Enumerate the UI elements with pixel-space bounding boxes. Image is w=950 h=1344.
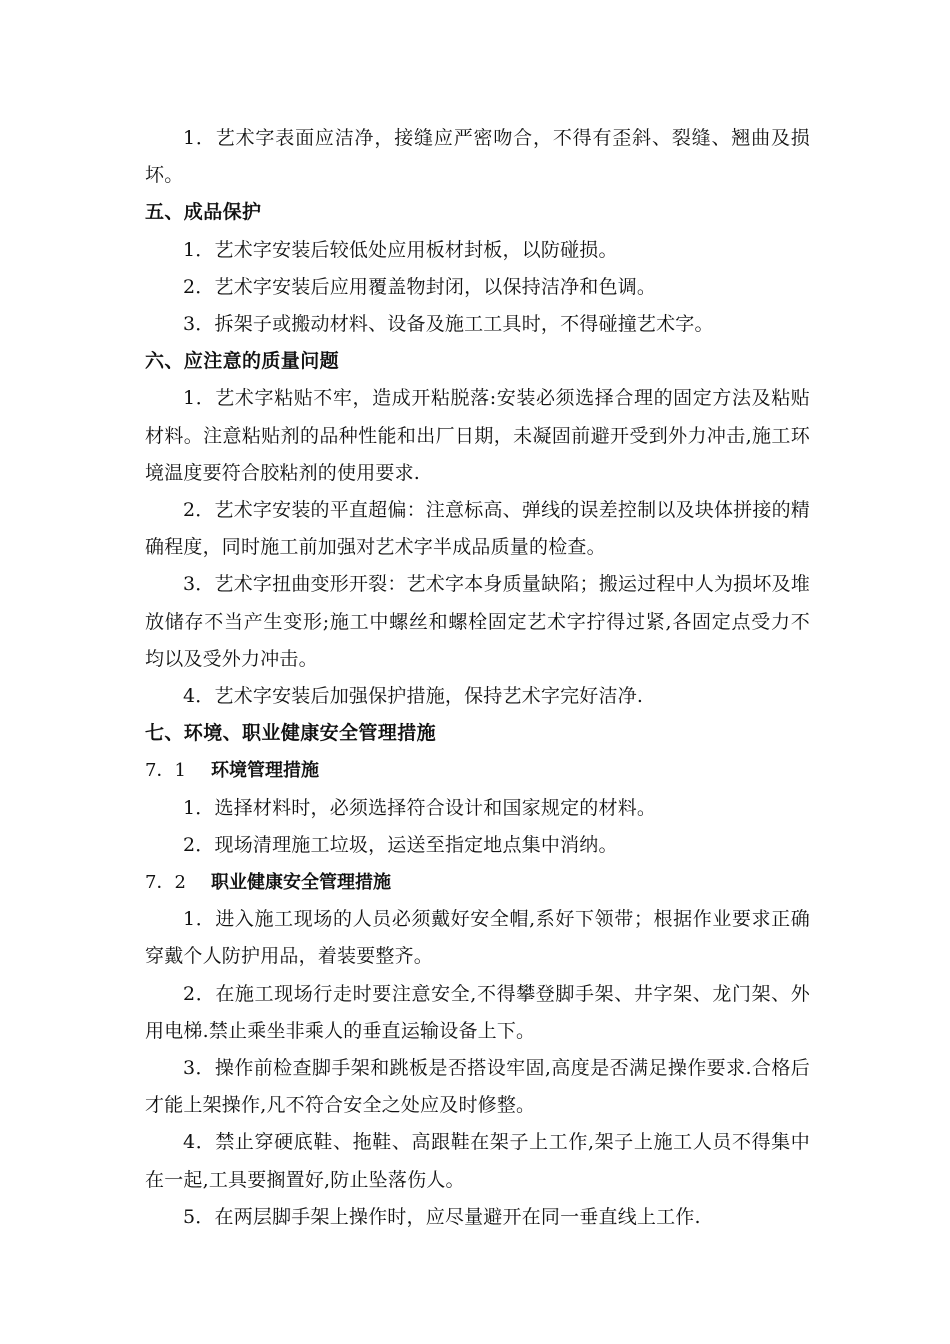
- paragraph: 4．艺术字安装后加强保护措施，保持艺术字完好洁净.: [183, 685, 644, 708]
- section-heading: 七、环境、职业健康安全管理措施: [145, 722, 437, 745]
- paragraph: 3．操作前检查脚手架和跳板是否搭设牢固,高度是否满足操作要求.合格后才能上架操作,凡不符合安全之处应及时修整。: [145, 1057, 810, 1117]
- subsection-heading: [145, 752, 810, 789]
- paragraph: 2．在施工现场行走时要注意安全,不得攀登脚手架、井字架、龙门架、外用电梯.禁止乘坐非乘人的垂直运输设备上下。: [145, 982, 810, 1042]
- paragraph: 2．艺术字安装后应用覆盖物封闭，以保持洁净和色调。: [183, 275, 657, 298]
- subsection-title: 职业健康安全管理措施: [211, 872, 391, 894]
- paragraph: 1．艺术字安装后较低处应用板材封板，以防碰损。: [183, 238, 618, 261]
- paragraph: 1．艺术字表面应洁净，接缝应严密吻合，不得有歪斜、裂缝、翘曲及损坏。: [145, 127, 810, 187]
- document-body: [145, 120, 810, 1236]
- paragraph: 1．艺术字粘贴不牢，造成开粘脱落:安装必须选择合理的固定方法及粘贴材料。注意粘贴剂的品种性能和出厂日期，未凝固前避开受到外力冲击,施工环境温度要符合胶粘剂的使用要求.: [145, 387, 810, 484]
- subsection-heading: [145, 864, 810, 901]
- section-heading: 六、应注意的质量问题: [145, 350, 340, 373]
- section-heading: 五、成品保护: [145, 201, 262, 224]
- paragraph: 3．拆架子或搬动材料、设备及施工工具时，不得碰撞艺术字。: [183, 313, 714, 336]
- paragraph: 5．在两层脚手架上操作时，应尽量避开在同一垂直线上工作.: [183, 1205, 701, 1228]
- paragraph: 2．现场清理施工垃圾，运送至指定地点集中消纳。: [183, 833, 618, 856]
- subsection-title: 环境管理措施: [211, 760, 319, 782]
- paragraph: 3．艺术字扭曲变形开裂：艺术字本身质量缺陷；搬运过程中人为损坏及堆放储存不当产生变形;施工中螺丝和螺栓固定艺术字拧得过紧,各固定点受力不均以及受外力冲击。: [145, 573, 810, 670]
- paragraph: 1．选择材料时，必须选择符合设计和国家规定的材料。: [183, 796, 657, 819]
- subsection-number: 7．2: [145, 872, 186, 894]
- paragraph: 4．禁止穿硬底鞋、拖鞋、高跟鞋在架子上工作,架子上施工人员不得集中在一起,工具要搁置好,防止坠落伤人。: [145, 1131, 810, 1191]
- subsection-number: 7．1: [145, 760, 186, 782]
- paragraph: 1．进入施工现场的人员必须戴好安全帽,系好下领带；根据作业要求正确穿戴个人防护用品，着装要整齐。: [145, 908, 810, 968]
- paragraph: 2．艺术字安装的平直超偏：注意标高、弹线的误差控制以及块体拼接的精确程度，同时施工前加强对艺术字半成品质量的检查。: [145, 499, 810, 559]
